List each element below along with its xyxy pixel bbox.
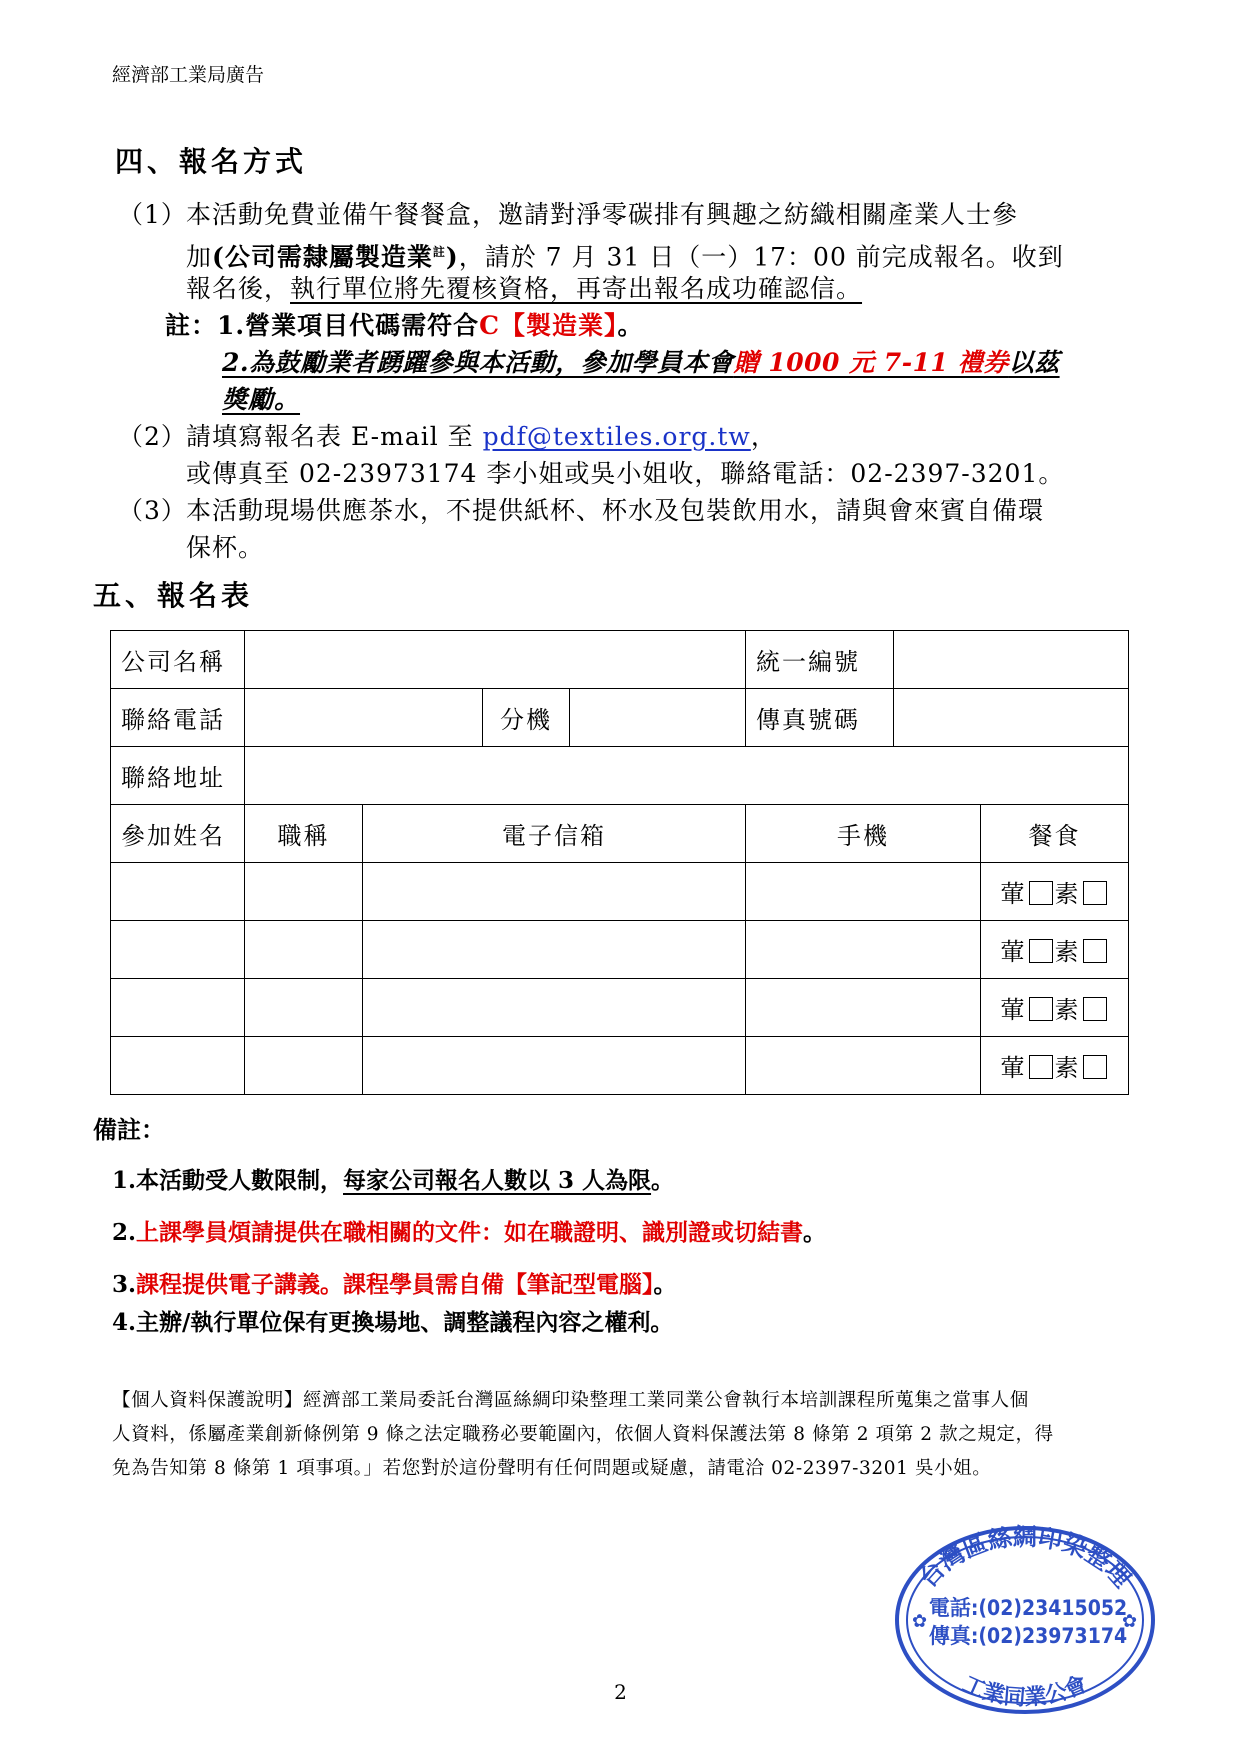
- item3-line2: 保杯。: [186, 533, 265, 562]
- note-line2: [222, 344, 1060, 382]
- label-email: 電子信箱: [363, 805, 746, 863]
- input-attendee-mobile[interactable]: [746, 921, 981, 979]
- item1-line3-a: 報名後，: [186, 274, 291, 303]
- meal-veg-checkbox[interactable]: [1083, 1055, 1107, 1079]
- label-phone: 聯絡電話: [111, 689, 245, 747]
- input-attendee-title[interactable]: [245, 921, 363, 979]
- meal-veg-checkbox[interactable]: [1083, 881, 1107, 905]
- note-line3: 獎勵。: [222, 385, 301, 414]
- seal-fax: 傳真:(02)23973174: [928, 1624, 1128, 1648]
- note1-red: C【製造業】: [479, 311, 618, 340]
- item2-line1: [186, 418, 777, 456]
- input-attendee-title[interactable]: [245, 979, 363, 1037]
- privacy-line3: 免為告知第 8 條第 1 項事項。」若您對於這份聲明有任何問題或疑慮，請電洽 02-2397-3201 吳小姐。: [112, 1458, 992, 1479]
- input-attendee-title[interactable]: [245, 863, 363, 921]
- label-title: 職稱: [245, 805, 363, 863]
- meal-meat-checkbox[interactable]: [1029, 939, 1053, 963]
- privacy-line1: 【個人資料保護說明】經濟部工業局委託台灣區絲綢印染整理工業同業公會執行本培訓課程所蒐集之當事人個: [112, 1390, 1029, 1411]
- flower-icon: ✿: [912, 1611, 928, 1632]
- input-attendee-name[interactable]: [111, 1037, 245, 1095]
- meal-choice: [981, 1037, 1129, 1095]
- item1-line2-close: ): [445, 242, 459, 272]
- form-row-company: [111, 631, 1129, 689]
- seal-bottom-text: 工業同業公會: [958, 1670, 1092, 1711]
- input-tax-id[interactable]: [894, 631, 1129, 689]
- seal-phone: 電話:(02)23415052: [928, 1596, 1128, 1620]
- section4-title: 四、報名方式: [115, 145, 308, 178]
- remark-1-a: 1.本活動受人數限制，: [112, 1167, 344, 1194]
- item1-line1: 本活動免費並備午餐餐盒，邀請對淨零碳排有興趣之紡織相關產業人士參: [186, 200, 1019, 229]
- input-company[interactable]: [245, 631, 746, 689]
- item2-line2: 或傳真至 02-23973174 李小姐或吳小姐收，聯絡電話：02-2397-3201。: [186, 459, 1065, 488]
- note-line1: [165, 307, 644, 345]
- remark-2-end: 。: [803, 1219, 827, 1246]
- item1-line2-bold: (公司需隸屬製造業: [212, 242, 433, 272]
- input-attendee-name[interactable]: [111, 979, 245, 1037]
- item2-line1-b: ，: [750, 422, 777, 451]
- attendee-row: [111, 921, 1129, 979]
- input-attendee-title[interactable]: [245, 1037, 363, 1095]
- meal-veg-checkbox[interactable]: [1083, 939, 1107, 963]
- form-row-attendee-header: [111, 805, 1129, 863]
- item1-number: （1）: [118, 200, 187, 229]
- meal-meat-label: 葷: [1000, 996, 1027, 1024]
- meal-meat-label: 葷: [1000, 1054, 1027, 1082]
- meal-meat-checkbox[interactable]: [1029, 997, 1053, 1021]
- label-address: 聯絡地址: [111, 747, 245, 805]
- input-attendee-email[interactable]: [363, 921, 746, 979]
- label-ext: 分機: [483, 689, 570, 747]
- input-address[interactable]: [245, 747, 1129, 805]
- meal-meat-label: 葷: [1000, 938, 1027, 966]
- input-phone[interactable]: [245, 689, 483, 747]
- input-attendee-email[interactable]: [363, 1037, 746, 1095]
- attendee-row: [111, 1037, 1129, 1095]
- note2-end: 以茲: [1008, 348, 1060, 377]
- input-ext[interactable]: [570, 689, 746, 747]
- item3-line1: 本活動現場供應茶水，不提供紙杯、杯水及包裝飲用水，請與會來賓自備環: [186, 496, 1045, 525]
- label-fax: 傳真號碼: [746, 689, 894, 747]
- item1-line2-a: 加: [186, 242, 213, 272]
- item3-number: （3）: [118, 496, 187, 525]
- input-fax[interactable]: [894, 689, 1129, 747]
- remark-3: [112, 1266, 677, 1299]
- meal-veg-label: 素: [1054, 1054, 1081, 1082]
- remark-3-end: 。: [653, 1271, 677, 1298]
- input-attendee-mobile[interactable]: [746, 863, 981, 921]
- label-name: 參加姓名: [111, 805, 245, 863]
- attendee-row: [111, 863, 1129, 921]
- label-mobile: 手機: [746, 805, 981, 863]
- input-attendee-name[interactable]: [111, 863, 245, 921]
- meal-veg-checkbox[interactable]: [1083, 997, 1107, 1021]
- meal-meat-label: 葷: [1000, 880, 1027, 908]
- section5-title: 五、報名表: [93, 579, 254, 612]
- remark-1-end: 。: [651, 1167, 675, 1194]
- remark-3-red: 課程提供電子講義。課程學員需自備【筆記型電腦】: [136, 1271, 654, 1298]
- input-attendee-mobile[interactable]: [746, 979, 981, 1037]
- note1-text: 1.營業項目代碼需符合: [217, 311, 480, 340]
- remark-1-underlined: 每家公司報名人數以 3 人為限: [343, 1167, 652, 1194]
- meal-choice: [981, 921, 1129, 979]
- item1-line3: [186, 270, 862, 308]
- item1-line3-underlined: 執行單位將先覆核資格，再寄出報名成功確認信。: [290, 274, 863, 303]
- meal-choice: [981, 979, 1129, 1037]
- registration-form: [110, 630, 1129, 1095]
- item1-footnote-mark: 註: [432, 245, 446, 259]
- meal-meat-checkbox[interactable]: [1029, 881, 1053, 905]
- label-company: 公司名稱: [111, 631, 245, 689]
- meal-veg-label: 素: [1054, 996, 1081, 1024]
- meal-meat-checkbox[interactable]: [1029, 1055, 1053, 1079]
- remark-2-num: 2.: [112, 1219, 137, 1246]
- note1-end: 。: [617, 311, 644, 340]
- remarks-title: 備註：: [93, 1116, 165, 1144]
- note2-text: 2.為鼓勵業者踴躍參與本活動，參加學員本會: [222, 348, 734, 377]
- note-label: 註：: [165, 311, 218, 340]
- form-row-phone: [111, 689, 1129, 747]
- form-row-address: [111, 747, 1129, 805]
- meal-veg-label: 素: [1054, 880, 1081, 908]
- label-tax-id: 統一編號: [746, 631, 894, 689]
- label-meal: 餐食: [981, 805, 1129, 863]
- input-attendee-name[interactable]: [111, 921, 245, 979]
- note2-red: 贈 1000 元 7-11 禮券: [733, 348, 1009, 377]
- input-attendee-email[interactable]: [363, 979, 746, 1037]
- email-link[interactable]: pdf@textiles.org.tw: [482, 422, 751, 451]
- remark-3-num: 3.: [112, 1271, 137, 1298]
- input-attendee-mobile[interactable]: [746, 1037, 981, 1095]
- remark-2-red: 上課學員煩請提供在職相關的文件：如在職證明、識別證或切結書: [136, 1219, 804, 1246]
- privacy-line2: 人資料，係屬產業創新條例第 9 條之法定職務必要範圍內，依個人資料保護法第 8 條第 2 項第 2 款之規定，得: [112, 1424, 1054, 1445]
- remark-4: 4.主辦/執行單位保有更換場地、調整議程內容之權利。: [112, 1309, 674, 1336]
- meal-veg-label: 素: [1054, 938, 1081, 966]
- item2-number: （2）: [118, 422, 187, 451]
- seal-top-text: 台灣區絲綢印染整理: [913, 1522, 1137, 1593]
- remark-2: [112, 1214, 826, 1247]
- meal-choice: [981, 863, 1129, 921]
- page-number: 2: [614, 1680, 627, 1704]
- item2-line1-a: 請填寫報名表 E-mail 至: [186, 422, 483, 451]
- flower-icon: ✿: [1122, 1611, 1138, 1632]
- attendee-row: [111, 979, 1129, 1037]
- remark-1: [112, 1162, 674, 1195]
- page-header: 經濟部工業局廣告: [112, 64, 265, 86]
- input-attendee-email[interactable]: [363, 863, 746, 921]
- item1-line2-d: ，請於 7 月 31 日（一）17：00 前完成報名。收到: [458, 242, 1064, 272]
